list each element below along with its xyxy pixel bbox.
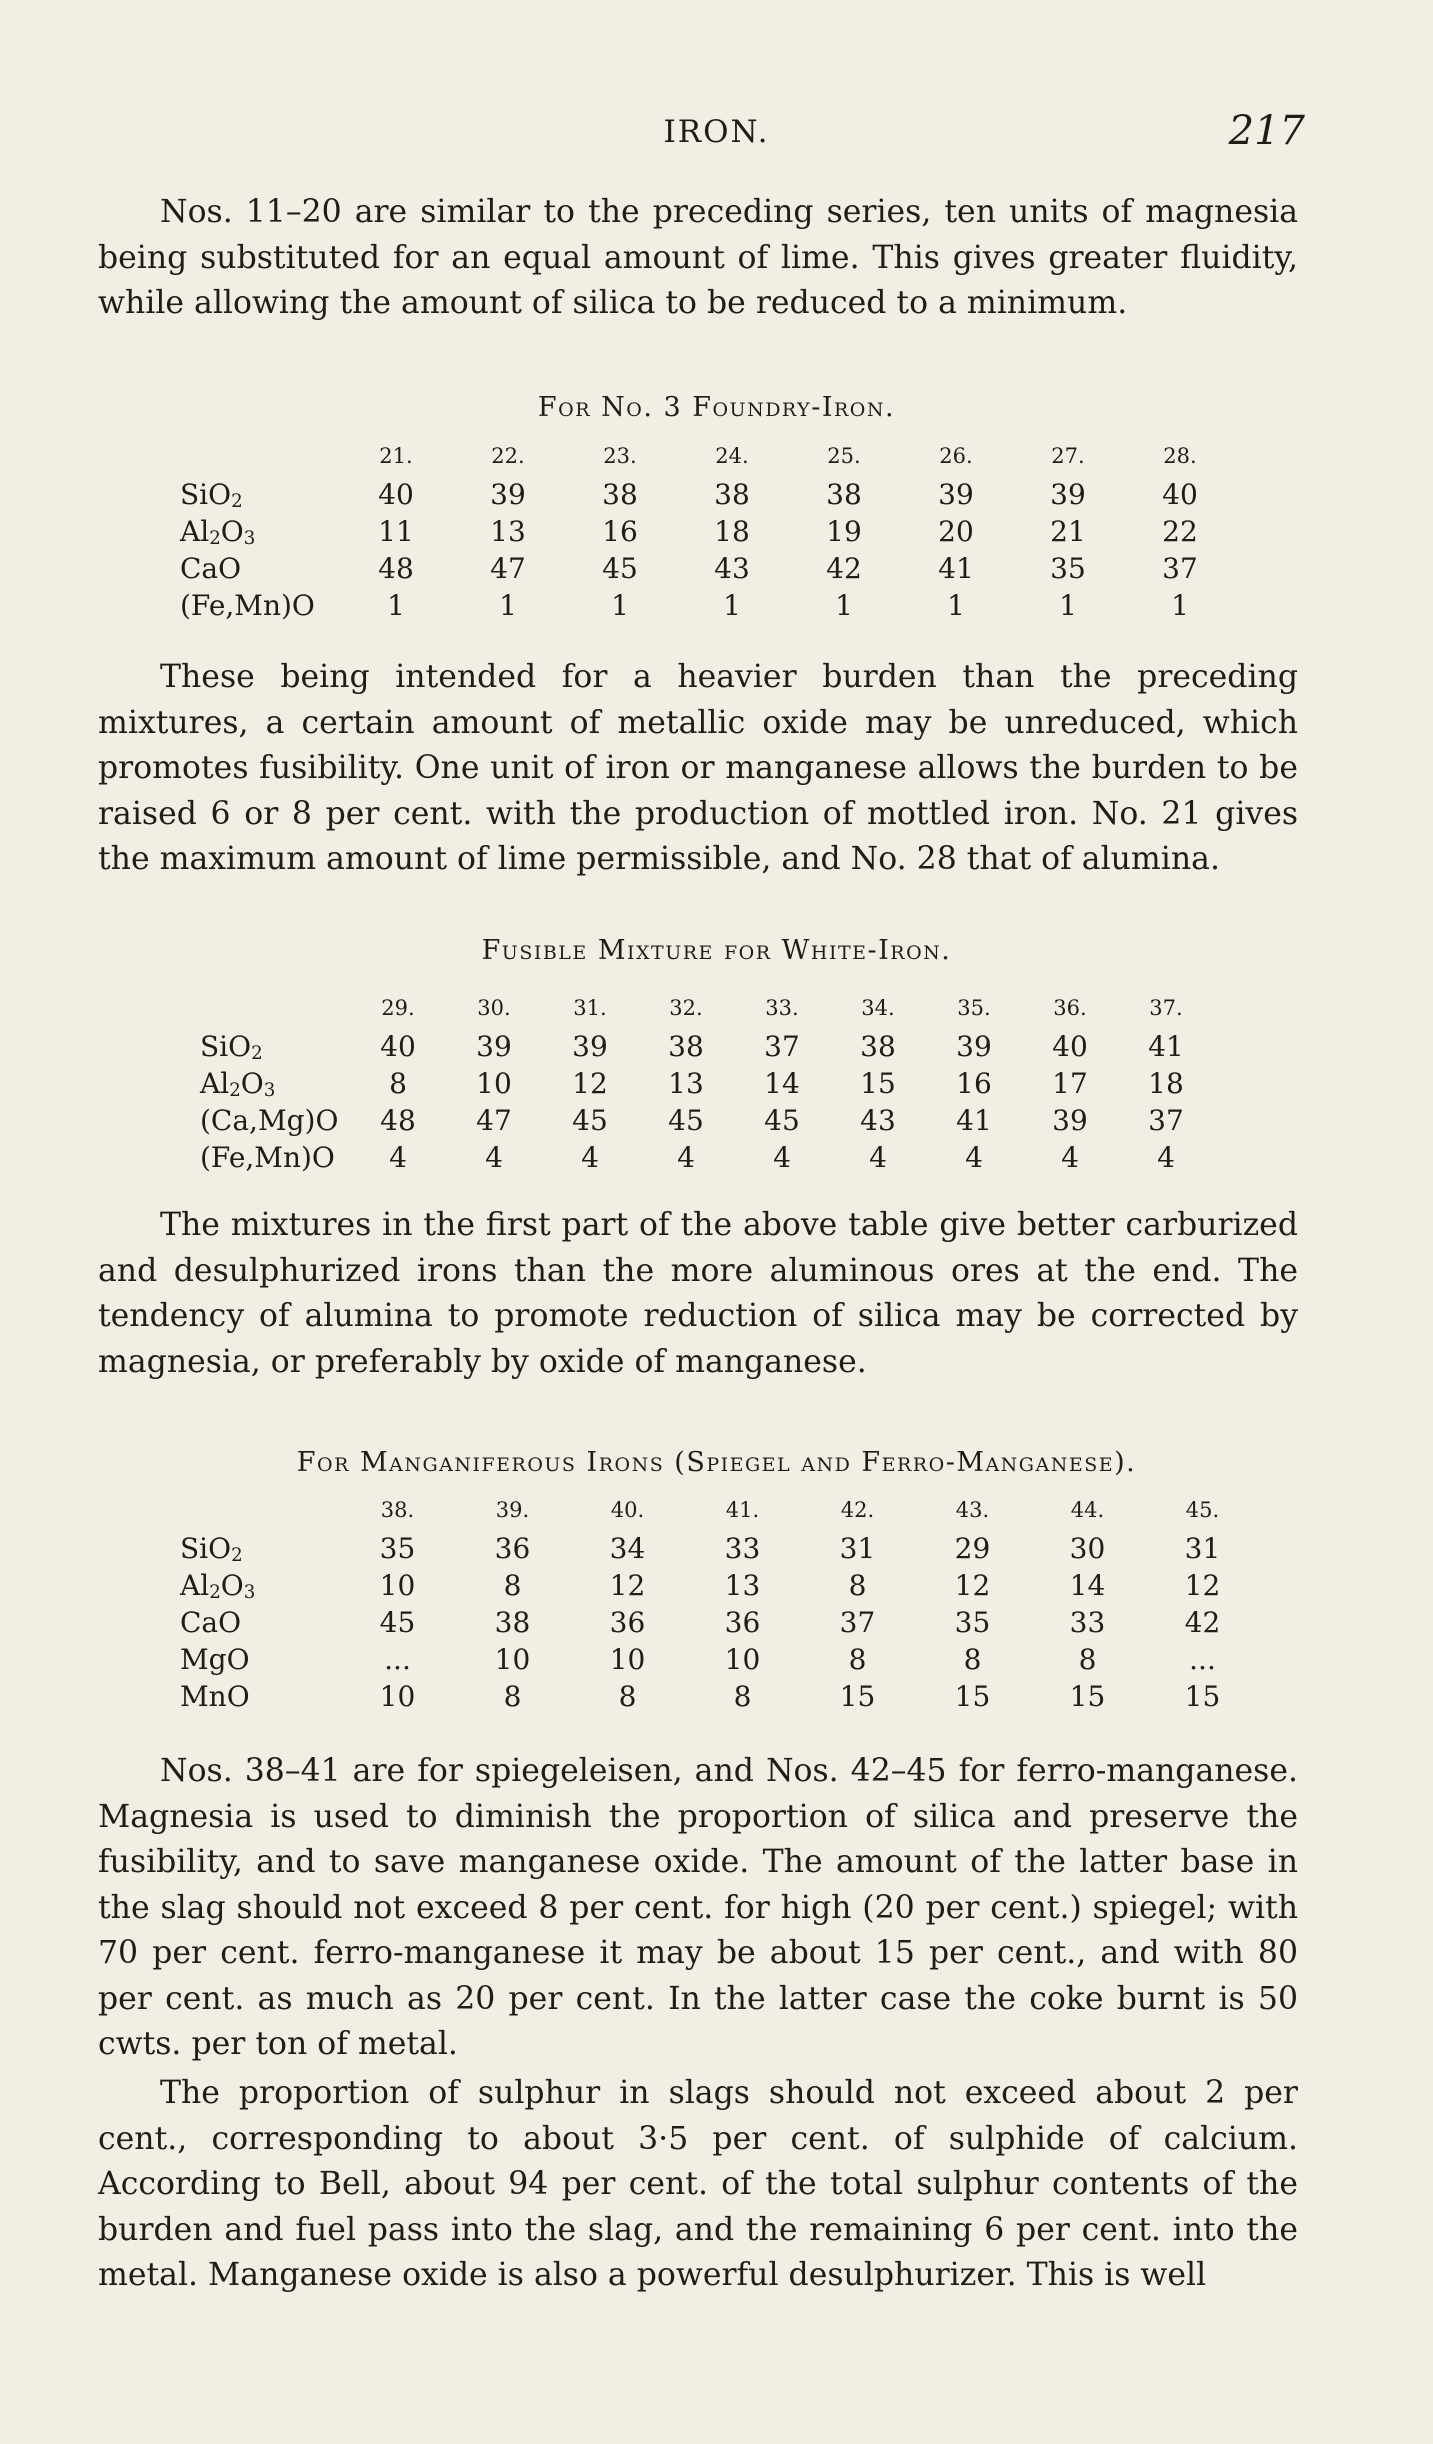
table-cell: 1: [835, 589, 853, 622]
table-cell: 33: [724, 1532, 761, 1565]
table-cell: 40: [380, 1030, 416, 1063]
table-header-row: [180, 1490, 1260, 1530]
column-number: 45.: [1185, 1498, 1220, 1522]
table-cell: 41: [956, 1104, 992, 1137]
formula-text: (Fe,Mn)O: [200, 1141, 335, 1174]
column-number: 30.: [477, 996, 511, 1020]
table-manganiferous-irons: [180, 1490, 1260, 1715]
table-cell: 15: [1069, 1680, 1106, 1713]
table-cell: 37: [1148, 1104, 1184, 1137]
table-cell: ...: [384, 1643, 411, 1676]
table-cell: 30: [1069, 1532, 1106, 1565]
chapter-title: IRON.: [663, 114, 770, 150]
table-cell: 39: [476, 1030, 512, 1063]
table-row: [180, 587, 1236, 624]
table-cell: 15: [839, 1680, 876, 1713]
component-label: [200, 1065, 350, 1102]
table-cell: 16: [602, 515, 638, 548]
column-number: 35.: [957, 996, 991, 1020]
column-number: 28.: [1163, 444, 1197, 468]
table-caption-manganiferous: For Manganiferous Irons (Spiegel and Ferro-Manganese).: [296, 1447, 1137, 1478]
formula-subscript: 2: [209, 1582, 221, 1603]
table-cell: 36: [724, 1606, 761, 1639]
table-row: [180, 513, 1236, 550]
table-cell: 19: [826, 515, 862, 548]
table-cell: 39: [1052, 1104, 1088, 1137]
table-cell: 1: [723, 589, 741, 622]
table-cell: 39: [1050, 478, 1086, 511]
table-cell: 8: [503, 1569, 522, 1602]
table-row: [180, 1641, 1260, 1678]
table-cell: 36: [609, 1606, 646, 1639]
table-cell: 10: [494, 1643, 531, 1676]
table-row: [180, 1678, 1260, 1715]
table-cell: 8: [618, 1680, 637, 1713]
table-cell: 1: [947, 589, 965, 622]
column-number: 42.: [840, 1498, 875, 1522]
paragraph-5: The proportion of sulphur in slags should not exceed about 2 per cent., corresponding to about 3·5 per cent. of sulphide of calcium. According to Bell, about 94 per cent. of the total sulphur contents of the burden and fuel pass into the slag, and the remaining 6 per cent. into the metal. Manganese oxide is also a powerful desulphurizer. This is well: [98, 2075, 1298, 2293]
formula-text: CaO: [180, 1606, 242, 1639]
table-cell: 8: [1078, 1643, 1097, 1676]
component-label: [180, 550, 340, 587]
column-number: 31.: [573, 996, 607, 1020]
formula-subscript: 2: [229, 1080, 241, 1101]
component-label: [180, 1567, 340, 1604]
table-cell: 37: [764, 1030, 800, 1063]
table-cell: 45: [668, 1104, 704, 1137]
table-cell: 31: [839, 1532, 876, 1565]
table-cell: 4: [485, 1141, 503, 1174]
table-cell: 38: [602, 478, 638, 511]
table-cell: 4: [677, 1141, 695, 1174]
table-cell: 20: [938, 515, 974, 548]
formula-text: O: [220, 515, 244, 548]
column-number: 32.: [669, 996, 703, 1020]
formula-text: Al: [200, 1067, 230, 1100]
formula-text: MgO: [180, 1643, 250, 1676]
paragraph-2: These being intended for a heavier burden than the preceding mixtures, a certain amount of metallic oxide may be unreduced, which promotes fusibility. One unit of iron or manganese allows the burden to be raised 6 or 8 per cent. with the production of mottled iron. No. 21 gives the maximum amount of lime permissible, and No. 28 that of alumina.: [98, 659, 1298, 877]
table-cell: 10: [379, 1569, 416, 1602]
component-label: [180, 1641, 340, 1678]
column-number: 33.: [765, 996, 799, 1020]
column-number: 34.: [861, 996, 895, 1020]
table-cell: 40: [378, 478, 414, 511]
formula-subscript: 2: [251, 1043, 263, 1064]
formula-subscript: 2: [231, 491, 243, 512]
table-cell: 12: [609, 1569, 646, 1602]
column-number: 41.: [725, 1498, 760, 1522]
table-cell: 15: [1184, 1680, 1221, 1713]
component-label: [180, 513, 340, 550]
header-spacer: [200, 988, 350, 1028]
table-cell: 4: [869, 1141, 887, 1174]
table-cell: 1: [611, 589, 629, 622]
column-number: 37.: [1149, 996, 1183, 1020]
table-cell: 14: [764, 1067, 800, 1100]
table-row: [200, 1102, 1214, 1139]
table-cell: 39: [938, 478, 974, 511]
component-label: [200, 1139, 350, 1176]
table-row: [180, 476, 1236, 513]
table-cell: 38: [860, 1030, 896, 1063]
table-cell: 29: [954, 1532, 991, 1565]
column-number: 21.: [379, 444, 413, 468]
column-number: 39.: [495, 1498, 530, 1522]
table-header-row: [180, 436, 1236, 476]
table-cell: 41: [938, 552, 974, 585]
table-cell: 47: [490, 552, 526, 585]
table-cell: 48: [380, 1104, 416, 1137]
column-number: 44.: [1070, 1498, 1105, 1522]
column-number: 22.: [491, 444, 525, 468]
table-row: [180, 1604, 1260, 1641]
table-cell: 8: [389, 1067, 407, 1100]
table-cell: 1: [1171, 589, 1189, 622]
column-number: 27.: [1051, 444, 1085, 468]
table-cell: 10: [609, 1643, 646, 1676]
table-cell: 18: [714, 515, 750, 548]
table-cell: 38: [714, 478, 750, 511]
table-cell: 31: [1184, 1532, 1221, 1565]
formula-subscript: 3: [243, 528, 256, 549]
table-cell: 10: [724, 1643, 761, 1676]
table-cell: 4: [965, 1141, 983, 1174]
table-cell: 39: [572, 1030, 608, 1063]
table-cell: 4: [1061, 1141, 1079, 1174]
formula-text: (Ca,Mg)O: [200, 1104, 339, 1137]
formula-subscript: 3: [263, 1080, 276, 1101]
column-number: 24.: [715, 444, 749, 468]
table-cell: 22: [1162, 515, 1198, 548]
table-cell: 18: [1148, 1067, 1184, 1100]
table-cell: 4: [773, 1141, 791, 1174]
table-cell: 37: [839, 1606, 876, 1639]
component-label: [180, 1604, 340, 1641]
header-spacer: [180, 1490, 340, 1530]
column-number: 23.: [603, 444, 637, 468]
component-label: [200, 1102, 350, 1139]
table-cell: 8: [733, 1680, 752, 1713]
running-head: [0, 108, 1433, 158]
table-cell: 8: [848, 1569, 867, 1602]
formula-text: SiO: [200, 1030, 252, 1063]
table-cell: 17: [1052, 1067, 1088, 1100]
table-cell: 43: [860, 1104, 896, 1137]
table-caption-foundry: For No. 3 Foundry-Iron.: [537, 392, 896, 423]
table-cell: 21: [1050, 515, 1086, 548]
table-cell: 1: [1059, 589, 1077, 622]
header-spacer: [180, 436, 340, 476]
component-label: [180, 587, 340, 624]
table-cell: 10: [476, 1067, 512, 1100]
table-row: [200, 1139, 1214, 1176]
paragraph-1: Nos. 11–20 are similar to the preceding series, ten units of magnesia being substituted for an equal amount of lime. This gives greater fluidity, while allowing the amount of silica to be reduced to a minimum.: [98, 194, 1298, 321]
table-cell: 34: [609, 1532, 646, 1565]
table-cell: 42: [826, 552, 862, 585]
table-cell: 45: [379, 1606, 416, 1639]
formula-text: SiO: [180, 1532, 232, 1565]
table-cell: 13: [724, 1569, 761, 1602]
table-cell: 13: [490, 515, 526, 548]
column-number: 43.: [955, 1498, 990, 1522]
table-caption-white-iron: Fusible Mixture for White-Iron.: [481, 935, 952, 966]
table-cell: 15: [860, 1067, 896, 1100]
formula-text: O: [240, 1067, 264, 1100]
table-cell: 43: [714, 552, 750, 585]
formula-subscript: 2: [231, 1545, 243, 1566]
column-number: 26.: [939, 444, 973, 468]
table-cell: 1: [387, 589, 405, 622]
formula-text: (Fe,Mn)O: [180, 589, 315, 622]
table-cell: 4: [389, 1141, 407, 1174]
column-number: 29.: [381, 996, 415, 1020]
table-cell: ...: [1189, 1643, 1216, 1676]
table-cell: 8: [963, 1643, 982, 1676]
table-cell: 45: [602, 552, 638, 585]
component-label: [180, 1678, 340, 1715]
component-label: [200, 1028, 350, 1065]
table-cell: 8: [503, 1680, 522, 1713]
table-cell: 4: [581, 1141, 599, 1174]
table-row: [200, 1028, 1214, 1065]
table-cell: 40: [1162, 478, 1198, 511]
table-cell: 38: [826, 478, 862, 511]
table-cell: 14: [1069, 1569, 1106, 1602]
page-number: 217: [1228, 108, 1305, 154]
table-cell: 1: [499, 589, 517, 622]
table-foundry-iron: [180, 436, 1236, 624]
table-cell: 35: [1050, 552, 1086, 585]
table-cell: 11: [378, 515, 414, 548]
formula-text: O: [220, 1569, 244, 1602]
table-cell: 10: [379, 1680, 416, 1713]
table-cell: 36: [494, 1532, 531, 1565]
table-cell: 12: [572, 1067, 608, 1100]
component-label: [180, 476, 340, 513]
formula-text: Al: [180, 515, 210, 548]
table-cell: 41: [1148, 1030, 1184, 1063]
formula-subscript: 2: [209, 528, 221, 549]
table-cell: 45: [572, 1104, 608, 1137]
table-cell: 48: [378, 552, 414, 585]
table-cell: 38: [668, 1030, 704, 1063]
table-header-row: [200, 988, 1214, 1028]
table-row: [180, 1567, 1260, 1604]
formula-text: Al: [180, 1569, 210, 1602]
table-cell: 42: [1184, 1606, 1221, 1639]
formula-text: SiO: [180, 478, 232, 511]
table-cell: 4: [1157, 1141, 1175, 1174]
table-cell: 39: [956, 1030, 992, 1063]
table-row: [180, 550, 1236, 587]
column-number: 38.: [380, 1498, 415, 1522]
table-cell: 13: [668, 1067, 704, 1100]
column-number: 36.: [1053, 996, 1087, 1020]
table-cell: 16: [956, 1067, 992, 1100]
table-row: [180, 1530, 1260, 1567]
paragraph-3: The mixtures in the first part of the above table give better carburized and desulphurized irons than the more aluminous ores at the end. The tendency of alumina to promote reduction of silica may be corrected by magnesia, or preferably by oxide of manganese.: [98, 1207, 1298, 1380]
table-row: [200, 1065, 1214, 1102]
column-number: 40.: [610, 1498, 645, 1522]
table-cell: 38: [494, 1606, 531, 1639]
table-cell: 39: [490, 478, 526, 511]
table-cell: 47: [476, 1104, 512, 1137]
formula-text: MnO: [180, 1680, 250, 1713]
table-cell: 40: [1052, 1030, 1088, 1063]
table-cell: 35: [954, 1606, 991, 1639]
formula-subscript: 3: [243, 1582, 256, 1603]
table-cell: 12: [1184, 1569, 1221, 1602]
table-cell: 33: [1069, 1606, 1106, 1639]
paragraph-4: Nos. 38–41 are for spiegeleisen, and Nos. 42–45 for ferro-manganese. Magnesia is used to diminish the proportion of silica and preserve the fusibility, and to save manganese oxide. The amount of the latter base in the slag should not exceed 8 per cent. for high (20 per cent.) spiegel; with 70 per cent. ferro-manganese it may be about 15 per cent., and with 80 per cent. as much as 20 per cent. In the latter case the coke burnt is 50 cwts. per ton of metal.: [98, 1753, 1298, 2062]
table-white-iron: [200, 988, 1214, 1176]
formula-text: CaO: [180, 552, 242, 585]
table-cell: 37: [1162, 552, 1198, 585]
table-cell: 45: [764, 1104, 800, 1137]
column-number: 25.: [827, 444, 861, 468]
table-cell: 35: [379, 1532, 416, 1565]
component-label: [180, 1530, 340, 1567]
table-cell: 8: [848, 1643, 867, 1676]
table-cell: 12: [954, 1569, 991, 1602]
table-cell: 15: [954, 1680, 991, 1713]
